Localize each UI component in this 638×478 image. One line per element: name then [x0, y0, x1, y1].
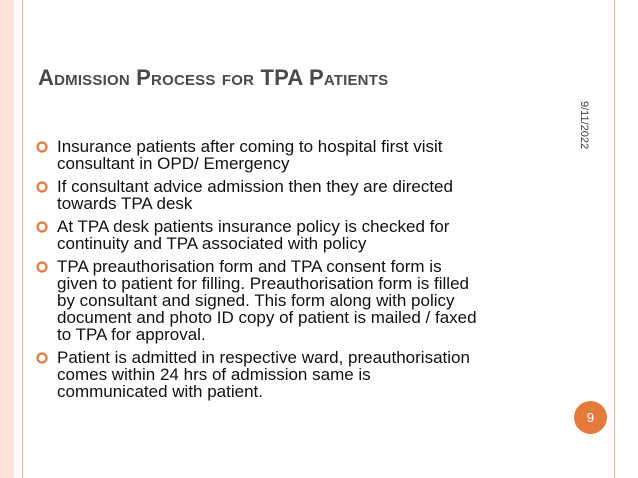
bullet-line: Patient is admitted in respective ward, preauthorisation — [57, 348, 470, 367]
bullet-line: continuity and TPA associated with policy — [57, 234, 367, 253]
bullet-line: Insurance patients after coming to hospital first visit — [57, 137, 443, 156]
hollow-circle-icon — [36, 181, 48, 193]
page-number-badge: 9 — [574, 401, 607, 434]
bullet-item — [36, 138, 556, 172]
hollow-circle-icon — [36, 141, 48, 153]
right-decorative-line — [614, 0, 615, 478]
bullet-item — [36, 349, 556, 400]
bullet-line: towards TPA desk — [57, 194, 193, 213]
bullet-item — [36, 218, 556, 252]
bullet-line: communicated with patient. — [57, 382, 263, 401]
hollow-circle-icon — [36, 221, 48, 233]
bullet-line: comes within 24 hrs of admission same is — [57, 365, 371, 384]
hollow-circle-icon — [36, 352, 48, 364]
bullet-list — [36, 138, 556, 406]
left-decorative-band — [0, 0, 14, 478]
bullet-line: by consultant and signed. This form along with policy — [57, 291, 455, 310]
bullet-line: consultant in OPD/ Emergency — [57, 154, 290, 173]
bullet-line: At TPA desk patients insurance policy is checked for — [57, 217, 450, 236]
bullet-line: to TPA for approval. — [57, 325, 206, 344]
bullet-line: given to patient for filling. Preauthorisation form is filled — [57, 274, 469, 293]
hollow-circle-icon — [36, 261, 48, 273]
left-decorative-line — [22, 0, 23, 478]
bullet-line: document and photo ID copy of patient is mailed / faxed — [57, 308, 477, 327]
slide-date: 9/11/2022 — [578, 101, 590, 150]
slide-title: Admission Process for TPA Patients — [38, 65, 389, 90]
bullet-line: If consultant advice admission then they are directed — [57, 177, 453, 196]
bullet-item — [36, 178, 556, 212]
bullet-item — [36, 258, 556, 343]
bullet-line: TPA preauthorisation form and TPA consent form is — [57, 257, 442, 276]
